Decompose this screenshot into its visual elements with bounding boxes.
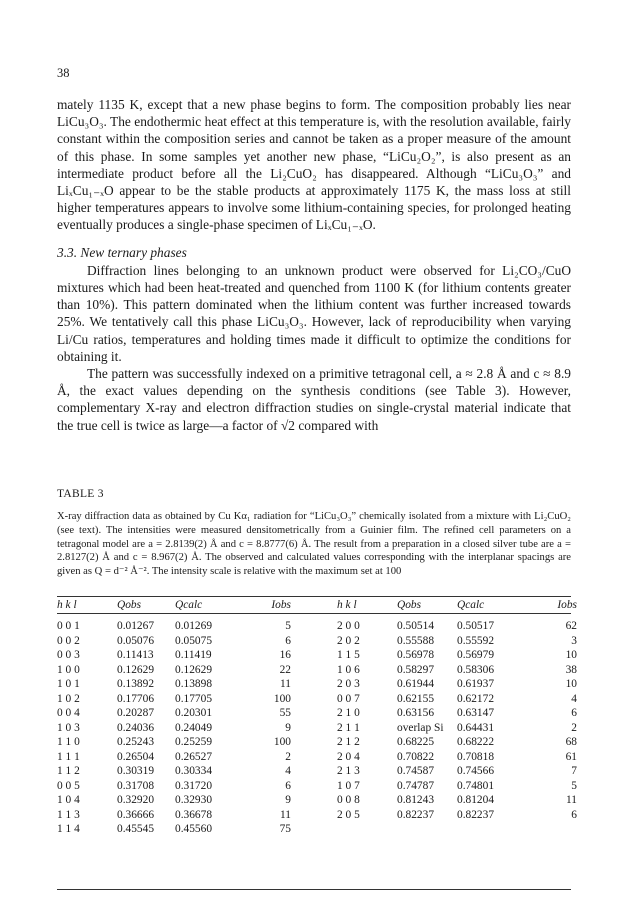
table-row <box>57 706 583 721</box>
cell-hkl-2: 2 0 0 <box>337 620 360 632</box>
cell-qcalc-2: 0.50517 <box>457 620 495 632</box>
cell-hkl-2: 2 1 2 <box>337 736 360 748</box>
cell-gap <box>297 793 337 808</box>
table-label: TABLE 3 <box>57 488 104 500</box>
cell-iobs: 4 <box>285 765 291 777</box>
cell-gap <box>297 634 337 649</box>
cell-gap <box>297 735 337 750</box>
cell-hkl: 1 1 4 <box>57 823 80 835</box>
cell-hkl-2: 2 0 5 <box>337 808 360 821</box>
cell-iobs-2: 5 <box>571 779 577 792</box>
cell-qcalc-2: 0.56979 <box>457 649 495 661</box>
cell-qobs: 0.31708 <box>117 779 155 792</box>
header-qcalc: Qcalc <box>175 599 203 611</box>
cell-hkl-2: 2 1 0 <box>337 707 360 719</box>
cell-qobs-2: 0.74587 <box>397 765 435 777</box>
cell-hkl: 0 0 5 <box>57 779 80 792</box>
cell-qobs: 0.26504 <box>117 750 155 763</box>
cell-hkl-2 <box>337 822 397 837</box>
cell-iobs-2: 7 <box>571 765 577 777</box>
cell-iobs: 6 <box>285 779 291 792</box>
cell-qobs-2: 0.82237 <box>397 808 435 821</box>
cell-qcalc-2: 0.70818 <box>457 750 495 763</box>
cell-hkl-2: 2 0 2 <box>337 634 360 647</box>
header-gap <box>297 597 337 613</box>
cell-qobs: 0.32920 <box>117 794 155 806</box>
cell-iobs: 100 <box>273 692 291 705</box>
cell-qcalc: 0.17705 <box>175 692 213 705</box>
cell-iobs-2: 6 <box>571 707 577 719</box>
cell-qobs-2: 0.63156 <box>397 707 435 719</box>
body-text <box>57 96 571 434</box>
cell-qcalc: 0.26527 <box>175 750 213 763</box>
cell-qobs: 0.45545 <box>117 823 155 835</box>
cell-iobs-2: 62 <box>565 620 577 632</box>
cell-qcalc-2: 0.82237 <box>457 808 495 821</box>
cell-gap <box>297 692 337 707</box>
section-heading: 3.3. New ternary phases <box>57 244 187 260</box>
cell-qcalc: 0.05075 <box>175 634 213 647</box>
cell-iobs: 16 <box>279 649 291 661</box>
cell-hkl-2: 2 1 1 <box>337 721 360 734</box>
cell-hkl-2: 2 1 3 <box>337 765 360 777</box>
cell-iobs: 11 <box>280 678 291 690</box>
cell-qobs-2: overlap Si <box>397 721 444 734</box>
cell-qobs-2: 0.58297 <box>397 663 435 676</box>
cell-hkl: 1 0 0 <box>57 663 80 676</box>
cell-hkl: 1 0 1 <box>57 678 80 690</box>
cell-iobs: 75 <box>279 823 291 835</box>
cell-qobs: 0.11413 <box>117 649 154 661</box>
cell-qcalc: 0.30334 <box>175 765 213 777</box>
table-rule-bottom <box>57 889 571 890</box>
cell-gap <box>297 808 337 823</box>
cell-iobs: 9 <box>285 794 291 806</box>
table-caption: X-ray diffraction data as obtained by Cu Kα₁ radiation for “LiCu₃O₃” chemically isolated from a mixture with Li₂CuO₂ (see text). The intensities were measured densitometrically from a Guinier film. The refined cell parameters on a tetragonal model are a = 2.8139(2) Å and c = 8.8777(6) Å. The result from a preparation in a closed silver tube are a = 2.8127(2) Å and c = 8.967(2) Å. The observed and calculated values corresponding with the interplanar spacings are given as Q = d⁻² Å⁻². The intensity scale is relative with the maximum set at 100 <box>57 511 571 578</box>
table-row <box>57 793 583 808</box>
cell-qcalc-2: 0.68222 <box>457 736 495 748</box>
cell-qobs: 0.01267 <box>117 620 155 632</box>
cell-qobs-2: 0.70822 <box>397 750 435 763</box>
header-qcalc-2: Qcalc <box>457 599 485 611</box>
page-number: 38 <box>57 66 70 80</box>
header-hkl: h k l <box>57 599 77 611</box>
cell-qobs-2: 0.62155 <box>397 692 435 705</box>
cell-hkl-2: 2 0 3 <box>337 678 360 690</box>
paragraph: The pattern was successfully indexed on a primitive tetragonal cell, a ≈ 2.8 Å and c ≈ 8.9 Å, the exact values depending on the synthesis conditions (see Table 3). However, complementary X-ray and electron diffraction studies on single-crystal material indicate that the true cell is twice as large—a factor of √2 compared with <box>57 366 571 433</box>
header-iobs-2: Iobs <box>557 599 577 611</box>
cell-qcalc-2: 0.74801 <box>457 779 495 792</box>
cell-iobs: 6 <box>285 634 291 647</box>
header-iobs: Iobs <box>271 599 291 611</box>
paragraph: Diffraction lines belonging to an unknown product were observed for Li₂CO₃/CuO mixtures which had been heat-treated and quenched from 1100 K (for lithium contents greater than 10%). This pattern dominated when the lithium content was further increased towards 25%. We tentatively call this phase LiCu₃O₃. However, lack of reproducibility when varying Li/Cu ratios, temperatures and holding times made it difficult to optimize the conditions for obtaining it. <box>57 262 571 364</box>
cell-qcalc-2: 0.63147 <box>457 707 495 719</box>
cell-qobs-2 <box>397 822 457 837</box>
cell-qcalc: 0.36678 <box>175 808 213 821</box>
cell-iobs: 2 <box>285 750 291 763</box>
cell-iobs-2: 10 <box>565 649 577 661</box>
cell-qobs: 0.30319 <box>117 765 155 777</box>
table-row <box>57 822 583 837</box>
cell-qcalc: 0.13898 <box>175 678 213 690</box>
cell-qobs-2: 0.61944 <box>397 678 435 690</box>
header-qobs-2: Qobs <box>397 599 422 611</box>
table-row <box>57 750 583 765</box>
cell-hkl: 1 0 4 <box>57 794 80 806</box>
cell-qcalc: 0.32930 <box>175 794 213 806</box>
cell-hkl: 1 1 3 <box>57 808 80 821</box>
table-row <box>57 692 583 707</box>
cell-iobs: 5 <box>285 620 291 632</box>
table-body <box>57 613 583 837</box>
table-row <box>57 779 583 794</box>
cell-qcalc: 0.31720 <box>175 779 213 792</box>
cell-iobs-2: 68 <box>565 736 577 748</box>
cell-iobs-2: 2 <box>571 721 577 734</box>
cell-qcalc: 0.20301 <box>175 707 213 719</box>
cell-hkl: 0 0 4 <box>57 707 80 719</box>
cell-qobs: 0.36666 <box>117 808 155 821</box>
cell-qobs-2: 0.68225 <box>397 736 435 748</box>
cell-iobs-2: 3 <box>571 634 577 647</box>
cell-gap <box>297 677 337 692</box>
cell-iobs-2: 38 <box>565 663 577 676</box>
header-qobs: Qobs <box>117 599 142 611</box>
cell-qobs: 0.05076 <box>117 634 155 647</box>
cell-hkl-2: 0 0 8 <box>337 794 360 806</box>
cell-qobs-2: 0.74787 <box>397 779 435 792</box>
cell-qobs: 0.24036 <box>117 721 155 734</box>
cell-iobs-2: 61 <box>565 750 577 763</box>
table-row <box>57 735 583 750</box>
table-row <box>57 677 583 692</box>
cell-qcalc-2 <box>457 822 519 837</box>
cell-iobs: 100 <box>273 736 291 748</box>
paragraph: mately 1135 K, except that a new phase begins to form. The composition probably lies near LiCu₃O₃. The endothermic heat effect at this temperature is, with the resolution available, fairly constant within the composition series and cannot be taken as a proper measure of the amount of this phase. In some samples yet another new phase, “LiCu₂O₂”, is also present as an intermediate product before all the Li₂CuO₂ has disappeared. Although “LiCu₃O₃” and LiₓCu₁₋ₓO appear to be the stable products at approximately 1175 K, the mass loss at still higher temperatures appears to involve some lithium-containing species, for prolonged heating eventually produces a single-phase specimen of LiₓCu₁₋ₓO. <box>57 97 571 233</box>
cell-gap <box>297 764 337 779</box>
cell-qcalc-2: 0.55592 <box>457 634 495 647</box>
diffraction-table <box>57 597 577 837</box>
cell-gap <box>297 822 337 837</box>
cell-gap <box>297 613 337 634</box>
cell-iobs: 11 <box>280 808 291 821</box>
cell-hkl-2: 0 0 7 <box>337 692 360 705</box>
cell-hkl: 1 1 0 <box>57 736 80 748</box>
cell-qcalc: 0.01269 <box>175 620 213 632</box>
cell-hkl-2: 1 0 6 <box>337 663 360 676</box>
cell-hkl: 0 0 2 <box>57 634 80 647</box>
cell-iobs-2: 4 <box>571 692 577 705</box>
cell-gap <box>297 663 337 678</box>
cell-qcalc-2: 0.64431 <box>457 721 495 734</box>
cell-qcalc-2: 0.61937 <box>457 678 495 690</box>
table-row <box>57 808 583 823</box>
cell-iobs-2: 11 <box>566 794 577 806</box>
cell-qobs: 0.17706 <box>117 692 155 705</box>
table-row <box>57 613 583 634</box>
cell-iobs: 55 <box>279 707 291 719</box>
table-row <box>57 648 583 663</box>
header-hkl-2: h k l <box>337 599 357 611</box>
cell-iobs: 9 <box>285 721 291 734</box>
cell-qobs: 0.20287 <box>117 707 155 719</box>
cell-qobs: 0.12629 <box>117 663 155 676</box>
table-header-row <box>57 597 583 613</box>
cell-hkl: 1 0 3 <box>57 721 80 734</box>
cell-hkl: 0 0 3 <box>57 649 80 661</box>
cell-iobs-2: 6 <box>571 808 577 821</box>
cell-gap <box>297 706 337 721</box>
cell-qobs-2: 0.50514 <box>397 620 435 632</box>
cell-qobs: 0.13892 <box>117 678 155 690</box>
cell-hkl: 1 0 2 <box>57 692 80 705</box>
cell-qcalc: 0.11419 <box>175 649 212 661</box>
cell-qobs-2: 0.56978 <box>397 649 435 661</box>
cell-gap <box>297 648 337 663</box>
cell-qobs-2: 0.55588 <box>397 634 435 647</box>
table-row <box>57 721 583 736</box>
cell-qcalc: 0.25259 <box>175 736 213 748</box>
cell-qcalc: 0.12629 <box>175 663 213 676</box>
table-row <box>57 634 583 649</box>
cell-qcalc-2: 0.58306 <box>457 663 495 676</box>
cell-gap <box>297 750 337 765</box>
table-row <box>57 663 583 678</box>
cell-qobs: 0.25243 <box>117 736 155 748</box>
cell-hkl-2: 1 1 5 <box>337 649 360 661</box>
cell-iobs: 22 <box>279 663 291 676</box>
cell-iobs-2 <box>519 822 583 837</box>
cell-hkl-2: 1 0 7 <box>337 779 360 792</box>
cell-qcalc-2: 0.74566 <box>457 765 495 777</box>
cell-qcalc-2: 0.81204 <box>457 794 495 806</box>
cell-hkl: 0 0 1 <box>57 620 80 632</box>
cell-hkl-2: 2 0 4 <box>337 750 360 763</box>
cell-hkl: 1 1 1 <box>57 750 80 763</box>
table-row <box>57 764 583 779</box>
cell-qcalc-2: 0.62172 <box>457 692 495 705</box>
cell-hkl: 1 1 2 <box>57 765 80 777</box>
cell-qcalc: 0.45560 <box>175 823 213 835</box>
cell-gap <box>297 721 337 736</box>
cell-iobs-2: 10 <box>565 678 577 690</box>
cell-qcalc: 0.24049 <box>175 721 213 734</box>
cell-qobs-2: 0.81243 <box>397 794 435 806</box>
cell-gap <box>297 779 337 794</box>
